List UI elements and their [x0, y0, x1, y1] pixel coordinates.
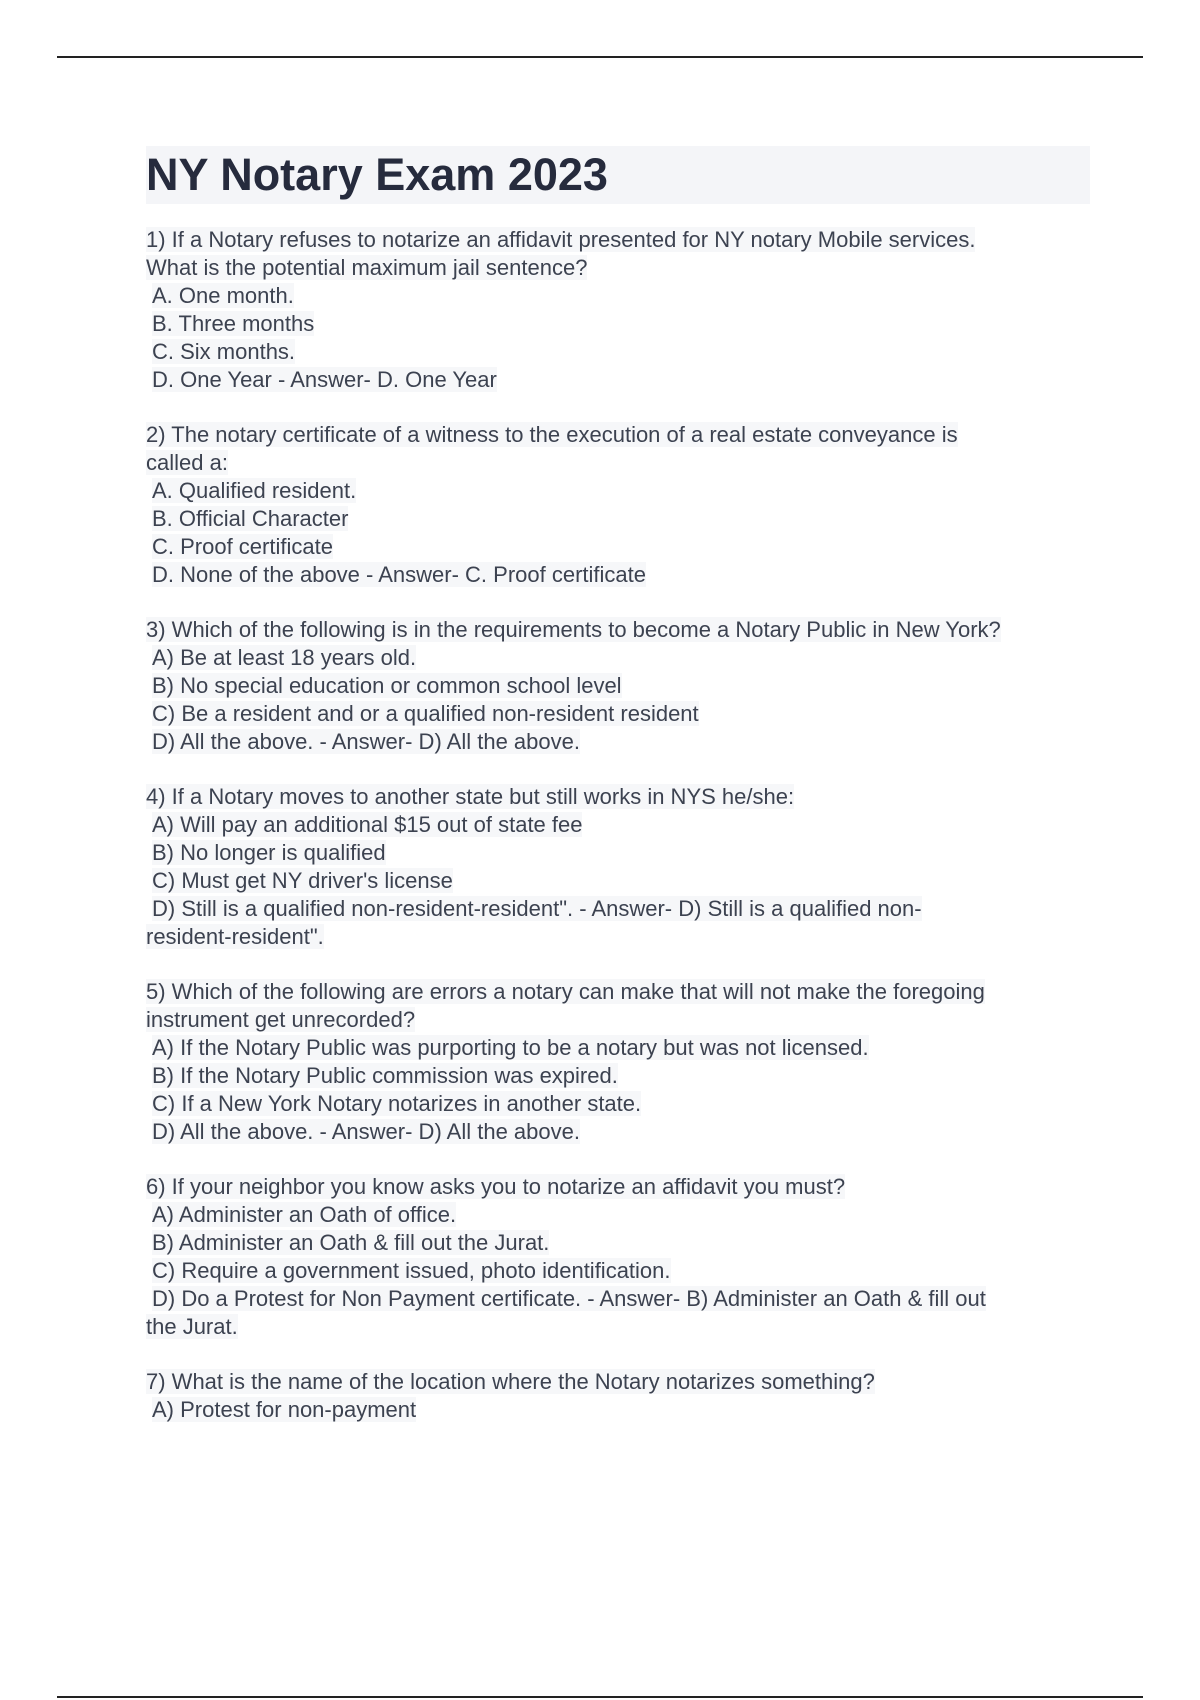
question-text-line-text: 1) If a Notary refuses to notarize an affidavit presented for NY notary Mobile services.	[146, 227, 976, 252]
question-text-line	[146, 226, 1090, 254]
answer-option-text: A) Protest for non-payment	[152, 1397, 417, 1422]
answer-option	[146, 1062, 1090, 1090]
question-text-line-text: instrument get unrecorded?	[146, 1007, 416, 1032]
answer-continuation-line	[146, 1313, 1090, 1341]
answer-option-text: A) If the Notary Public was purporting to be a notary but was not licensed.	[152, 1035, 869, 1060]
answer-continuation-line	[146, 923, 1090, 951]
question-text-line-text: 6) If your neighbor you know asks you to notarize an affidavit you must?	[146, 1174, 846, 1199]
document-body	[146, 146, 1090, 1451]
answer-option-text: A) Administer an Oath of office.	[152, 1202, 457, 1227]
question-text-line	[146, 1368, 1090, 1396]
question-text-line	[146, 616, 1090, 644]
question-text-line-text: 3) Which of the following is in the requirements to become a Notary Public in New York?	[146, 617, 1001, 642]
question-text-line	[146, 421, 1090, 449]
answer-option	[146, 1229, 1090, 1257]
question-1	[146, 226, 1090, 394]
answer-continuation-line-text: the Jurat.	[146, 1314, 238, 1339]
answer-continuation-line-text: resident-resident".	[146, 924, 324, 949]
answer-option-text: B. Official Character	[152, 506, 349, 531]
answer-option	[146, 505, 1090, 533]
question-5	[146, 978, 1090, 1146]
bottom-rule	[57, 1696, 1143, 1698]
answer-option-text: A) Will pay an additional $15 out of state fee	[152, 812, 583, 837]
question-2	[146, 421, 1090, 589]
answer-option-text: C. Six months.	[152, 339, 296, 364]
question-text-line-text: 5) Which of the following are errors a notary can make that will not make the foregoing	[146, 979, 985, 1004]
answer-option-text: A) Be at least 18 years old.	[152, 645, 417, 670]
answer-option	[146, 839, 1090, 867]
answer-option-text: B) Administer an Oath & fill out the Jurat.	[152, 1230, 550, 1255]
question-3	[146, 616, 1090, 756]
question-text-line	[146, 978, 1090, 1006]
answer-option-text: D. None of the above - Answer- C. Proof certificate	[152, 562, 647, 587]
question-4	[146, 783, 1090, 951]
answer-option-text: C) If a New York Notary notarizes in another state.	[152, 1091, 642, 1116]
answer-option-text: B) No longer is qualified	[152, 840, 386, 865]
answer-option	[146, 700, 1090, 728]
question-6	[146, 1173, 1090, 1341]
answer-option-text: D) Do a Protest for Non Payment certificate. - Answer- B) Administer an Oath & fill out	[152, 1286, 986, 1311]
answer-option	[146, 1118, 1090, 1146]
answer-option-text: C) Be a resident and or a qualified non-resident resident	[152, 701, 699, 726]
question-text-line	[146, 1006, 1090, 1034]
answer-option-text: A. One month.	[152, 283, 294, 308]
answer-option-text: D) All the above. - Answer- D) All the above.	[152, 1119, 580, 1144]
answer-option-text: D. One Year - Answer- D. One Year	[152, 367, 497, 392]
answer-option	[146, 366, 1090, 394]
question-text-line	[146, 1173, 1090, 1201]
question-text-line-text: called a:	[146, 450, 228, 475]
answer-option	[146, 561, 1090, 589]
answer-option	[146, 672, 1090, 700]
question-text-line-text: What is the potential maximum jail sentence?	[146, 255, 588, 280]
answer-option-text: D) All the above. - Answer- D) All the above.	[152, 729, 580, 754]
answer-option-text: B) No special education or common school level	[152, 673, 622, 698]
question-list	[146, 226, 1090, 1424]
answer-option-text: C. Proof certificate	[152, 534, 333, 559]
answer-option	[146, 338, 1090, 366]
answer-option	[146, 1396, 1090, 1424]
answer-option	[146, 1285, 1090, 1313]
top-rule	[57, 56, 1143, 58]
answer-option-text: B. Three months	[152, 311, 315, 336]
question-text-line-text: 7) What is the name of the location where the Notary notarizes something?	[146, 1369, 875, 1394]
answer-option	[146, 282, 1090, 310]
answer-option	[146, 867, 1090, 895]
answer-option-text: B) If the Notary Public commission was expired.	[152, 1063, 618, 1088]
answer-option	[146, 1201, 1090, 1229]
question-text-line	[146, 783, 1090, 811]
answer-option	[146, 310, 1090, 338]
answer-option	[146, 533, 1090, 561]
answer-option-text: C) Must get NY driver's license	[152, 868, 453, 893]
question-text-line-text: 4) If a Notary moves to another state but still works in NYS he/she:	[146, 784, 795, 809]
answer-option	[146, 477, 1090, 505]
answer-option	[146, 811, 1090, 839]
question-text-line-text: 2) The notary certificate of a witness to the execution of a real estate conveyance is	[146, 422, 958, 447]
answer-option-text: A. Qualified resident.	[152, 478, 357, 503]
answer-option	[146, 1257, 1090, 1285]
question-text-line	[146, 254, 1090, 282]
question-text-line	[146, 449, 1090, 477]
answer-option	[146, 1034, 1090, 1062]
answer-option-text: D) Still is a qualified non-resident-resident". - Answer- D) Still is a qualified non-	[152, 896, 922, 921]
answer-option	[146, 728, 1090, 756]
answer-option	[146, 644, 1090, 672]
answer-option	[146, 895, 1090, 923]
answer-option	[146, 1090, 1090, 1118]
question-7	[146, 1368, 1090, 1424]
title-band	[146, 146, 1090, 204]
page-title: NY Notary Exam 2023	[146, 149, 608, 200]
answer-option-text: C) Require a government issued, photo identification.	[152, 1258, 671, 1283]
